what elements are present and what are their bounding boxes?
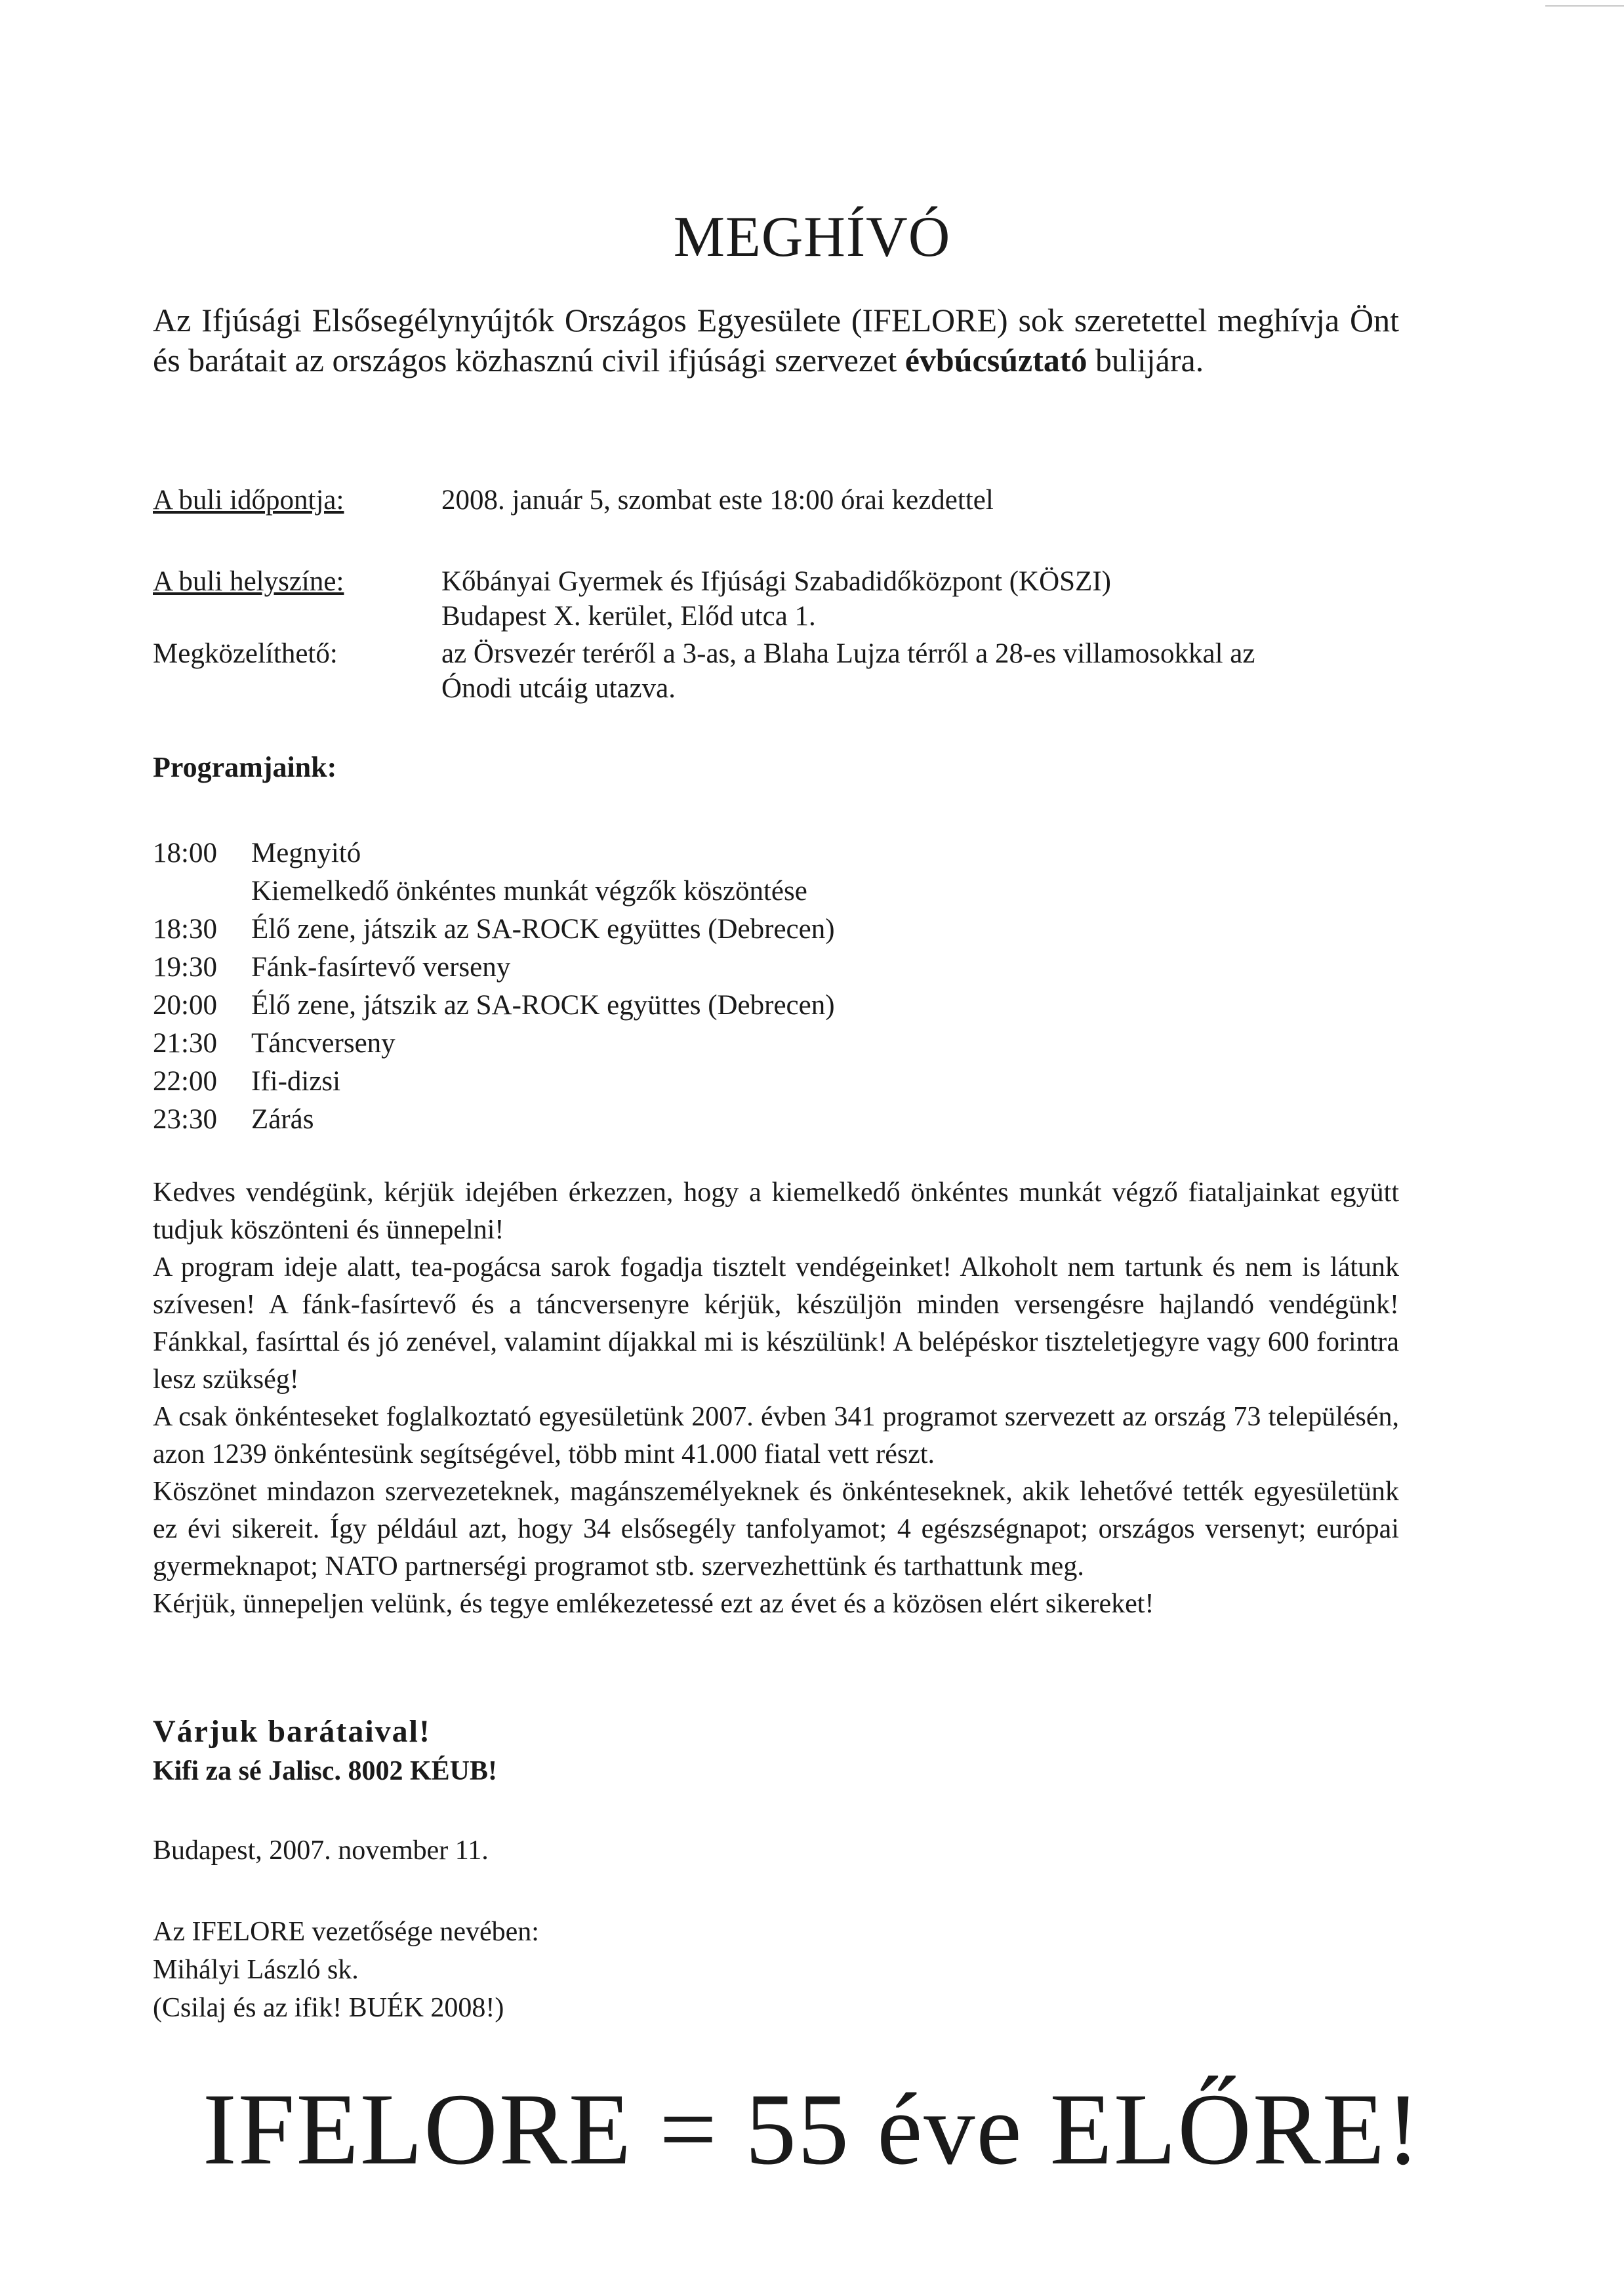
schedule-item (153, 1063, 835, 1101)
body-paragraph: A csak önkénteseket foglalkoztató egyesületünk 2007. évben 341 programot szervezett az ország 73 településén, azon 1239 önkéntesünk segítségével, több mint 41.000 fiatal vett részt. (153, 1402, 1399, 1469)
schedule-text: Táncverseny (251, 1028, 396, 1059)
closing-reversed-greeting: Kifi za sé Jalisc. 8002 KÉUB! (153, 1756, 497, 1786)
signature-block (153, 1913, 539, 2027)
schedule-text: Zárás (251, 1104, 314, 1135)
schedule-item (153, 949, 835, 987)
scan-edge-mark (1545, 5, 1624, 7)
schedule-text: Fánk-fasírtevő verseny (251, 952, 511, 983)
event-time-label: A buli időpontja: (153, 485, 344, 516)
intro-bold-word: évbúcsúztató (904, 342, 1087, 379)
body-paragraph: Kérjük, ünnepeljen velünk, és tegye emlékezetessé ezt az évet és a közösen elért sikereket! (153, 1589, 1154, 1619)
signature-line-1: Az IFELORE vezetősége nevében: (153, 1917, 539, 1947)
slogan: IFELORE = 55 éve ELŐRE! (202, 2072, 1422, 2186)
event-place-line-1: Kőbányai Gyermek és Ifjúsági Szabadidőközpont (KÖSZI) (441, 566, 1111, 597)
closing-block (153, 1712, 497, 1791)
schedule-text: Élő zene, játszik az SA-ROCK együttes (Debrecen) (251, 914, 835, 945)
page-title: MEGHÍVÓ (673, 205, 951, 269)
event-access-label: Megközelíthető: (153, 638, 338, 669)
event-time-value (441, 483, 1399, 518)
event-place-label: A buli helyszíne: (153, 566, 344, 597)
schedule-item (153, 987, 835, 1025)
event-access-line-2: Ónodi utcáig utazva. (441, 673, 676, 704)
schedule-subtext: Kiemelkedő önkéntes munkát végzők köszöntése (251, 876, 807, 907)
body-paragraph: Kedves vendégünk, kérjük idejében érkezzen, hogy a kiemelkedő önkéntes munkát végző fiataljainkat együtt tudjuk köszönteni és ünnepelni! (153, 1177, 1399, 1245)
schedule-time: 23:30 (153, 1104, 217, 1135)
document-date: Budapest, 2007. november 11. (153, 1835, 489, 1866)
schedule-item (153, 911, 835, 949)
intro-paragraph (153, 300, 1399, 380)
body-text (153, 1174, 1399, 1623)
schedule-time: 22:00 (153, 1066, 217, 1097)
intro-text-start: Az Ifjúsági Elsősegélynyújtók Országos Egyesülete (IFELORE) sok szeretettel meghívja Önt és barátait az országos közhasznú civil ifjúsági szervezet (153, 302, 1399, 379)
intro-text-end: bulijára. (1087, 342, 1204, 379)
schedule-item (153, 1025, 835, 1063)
schedule-time: 20:00 (153, 990, 217, 1021)
schedule-text: Megnyitó (251, 838, 361, 869)
event-access-value (441, 636, 1399, 706)
event-place-value (441, 564, 1399, 634)
event-time-text: 2008. január 5, szombat este 18:00 órai kezdettel (441, 485, 994, 516)
schedule-text: Élő zene, játszik az SA-ROCK együttes (Debrecen) (251, 990, 835, 1021)
event-access-line-1: az Örsvezér teréről a 3-as, a Blaha Lujza térről a 28-es villamosokkal az (441, 638, 1255, 669)
body-paragraph: A program ideje alatt, tea-pogácsa sarok fogadja tisztelt vendégeinket! Alkoholt nem tartunk és nem is látunk szívesen! A fánk-fasírtevő és a táncversenyre kérjük, készüljön minden versengésre hajlandó vendégünk! Fánkkal, fasírttal és jó zenével, valamint díjakkal mi is készülünk! A belépéskor tiszteletjegyre vagy 600 forintra lesz szükség! (153, 1252, 1399, 1395)
program-schedule (153, 834, 835, 1139)
schedule-time: 18:30 (153, 914, 217, 945)
closing-greeting: Várjuk barátaival! (153, 1714, 431, 1749)
schedule-time: 18:00 (153, 838, 217, 869)
schedule-item (153, 1101, 835, 1139)
schedule-text: Ifi-dizsi (251, 1066, 341, 1097)
signature-note: (Csilaj és az ifik! BUÉK 2008!) (153, 1993, 504, 2023)
event-place-line-2: Budapest X. kerület, Előd utca 1. (441, 601, 816, 632)
schedule-time: 19:30 (153, 952, 217, 983)
schedule-time: 21:30 (153, 1028, 217, 1059)
schedule-subitem (153, 872, 835, 911)
programs-heading: Programjaink: (153, 751, 337, 783)
schedule-item (153, 834, 835, 872)
body-paragraph: Köszönet mindazon szervezeteknek, magánszemélyeknek és önkénteseknek, akik lehetővé tették egyesületünk ez évi sikereit. Így például azt, hogy 34 elsősegély tanfolyamot; 4 egészségnapot; országos versenyt; európai gyermeknapot; NATO partnerségi programot stb. szervezhettünk és tarthattunk meg. (153, 1477, 1399, 1582)
signature-name: Mihályi László sk. (153, 1955, 359, 1985)
